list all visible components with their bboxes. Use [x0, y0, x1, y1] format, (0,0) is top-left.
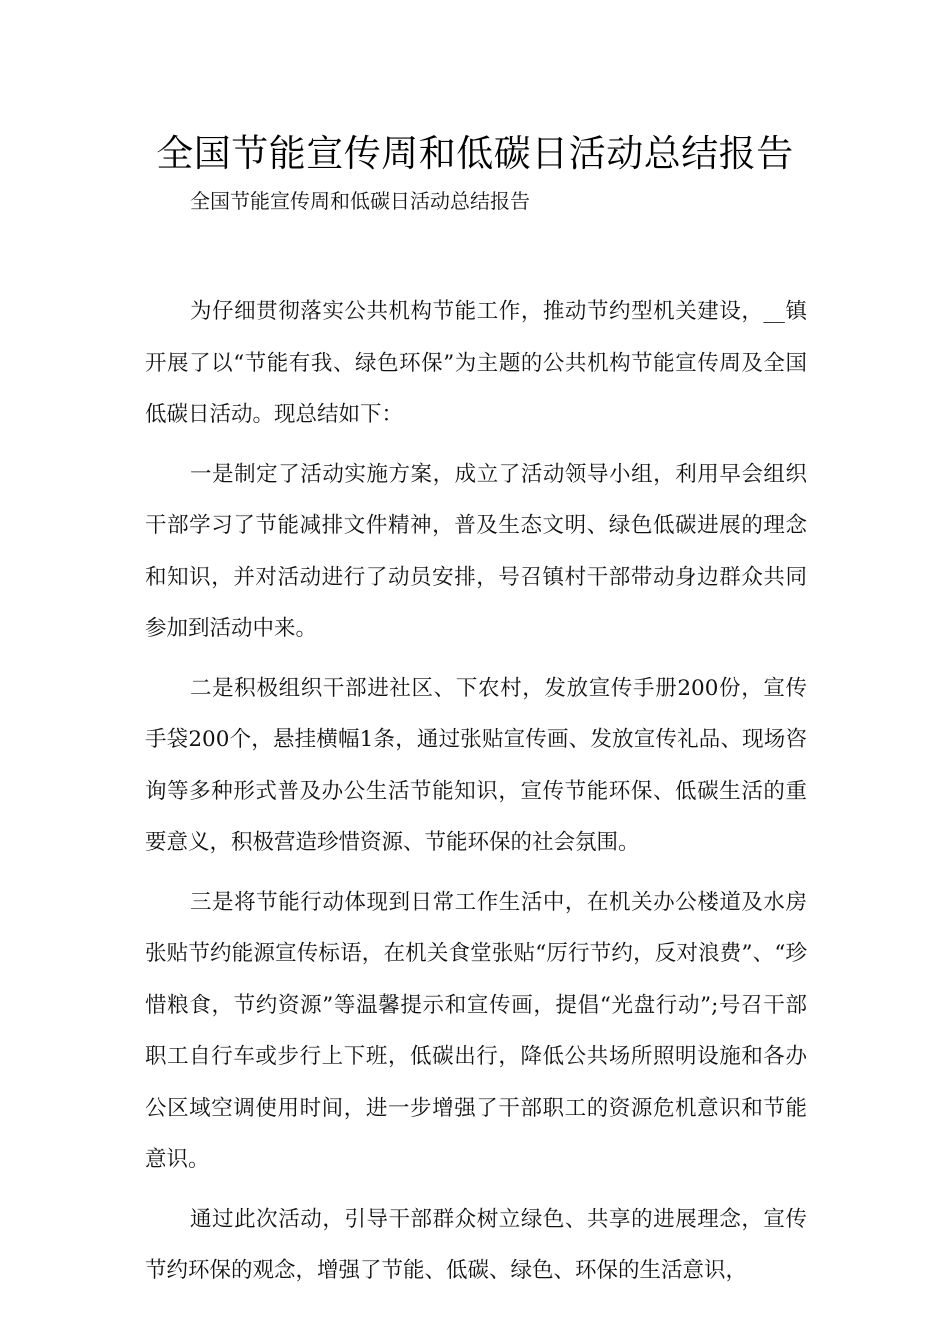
paragraph-point-two: 二是积极组织干部进社区、下农村，发放宣传手册200份，宣传手袋200个，悬挂横幅1条，通过张贴宣传画、发放宣传礼品、现场咨询等多种形式普及办公生活节能知识，宣传节能环保、低碳生活的重要意义，积极营造珍惜资源、节能环保的社会氛围。 — [145, 675, 807, 855]
paragraph-point-one: 一是制定了活动实施方案，成立了活动领导小组，利用早会组织干部学习了节能减排文件精神，普及生态文明、绿色低碳进展的理念和知识，并对活动进行了动员安排，号召镇村干部带动身边群众共同参加到活动中来。 — [145, 461, 807, 641]
document-subtitle: 全国节能宣传周和低碳日活动总结报告 — [190, 189, 530, 213]
document-title: 全国节能宣传周和低碳日活动总结报告 — [156, 132, 794, 175]
paragraph-conclusion: 通过此次活动，引导干部群众树立绿色、共享的进展理念，宣传节约环保的观念，增强了节能、低碳、绿色、环保的生活意识， — [145, 1206, 807, 1283]
paragraph-point-three: 三是将节能行动体现到日常工作生活中，在机关办公楼道及水房张贴节约能源宣传标语，在机关食堂张贴“厉行节约，反对浪费”、“珍惜粮食，节约资源”等温馨提示和宣传画，提倡“光盘行动”;号召干部职工自行车或步行上下班，低碳出行，降低公共场所照明设施和各办公区域空调使用时间，进一步增强了干部职工的资源危机意识和节能意识。 — [145, 889, 807, 1172]
paragraph-intro: 为仔细贯彻落实公共机构节能工作，推动节约型机关建设，__镇开展了以“节能有我、绿色环保”为主题的公共机构节能宣传周及全国低碳日活动。现总结如下： — [145, 299, 807, 427]
document-body — [145, 286, 807, 1305]
